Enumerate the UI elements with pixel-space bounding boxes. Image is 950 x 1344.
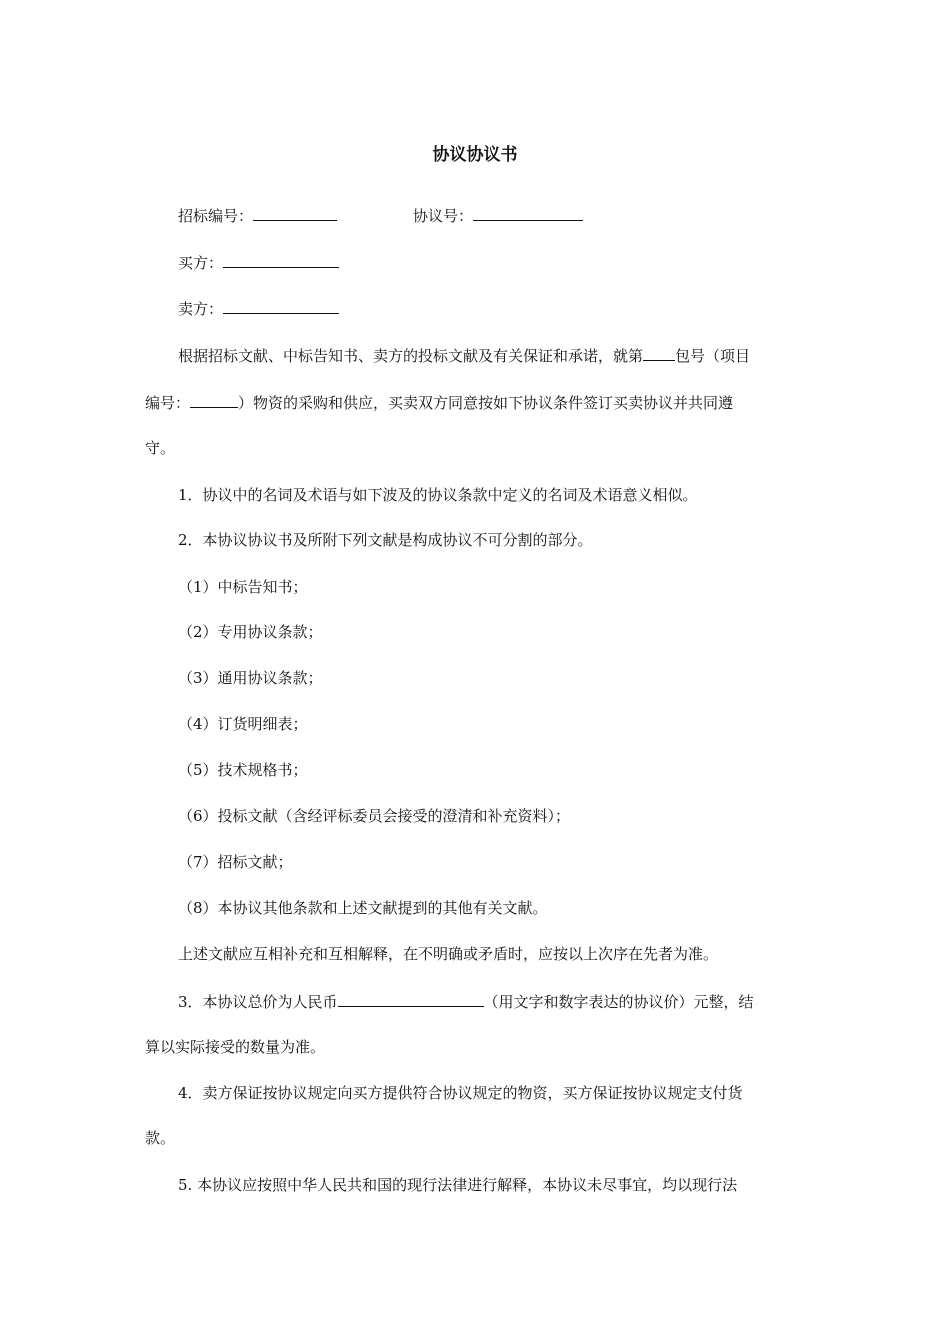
contract-number-blank (473, 205, 583, 221)
tender-number-blank (253, 205, 337, 221)
buyer-label: 买方： (178, 254, 224, 272)
preamble-text-1a: 根据招标文献、中标告知书、卖方的投标文献及有关保证和承诺，就第 (178, 347, 644, 365)
clause-3-text-a: 3．本协议总价为人民币 (178, 993, 338, 1011)
clause-2: 2．本协议协议书及所附下列文献是构成协议不可分割的部分。 (178, 531, 593, 549)
clause-3-text-b: （用文字和数字表达的协议价）元整，结 (483, 993, 754, 1011)
preamble-line-3: 守。 (145, 439, 176, 457)
clause-3-line-2: 算以实际接受的数量为准。 (145, 1038, 326, 1056)
document-item: （4）订货明细表； (178, 715, 308, 733)
preamble-line-2 (145, 392, 733, 413)
document-item: （1）中标告知书； (178, 578, 308, 596)
total-price-blank (338, 991, 484, 1007)
preamble-text-2b: ）物资的采购和供应，买卖双方同意按如下协议条件签订买卖协议并共同遵 (238, 394, 734, 412)
tender-number-field (178, 205, 337, 226)
clause-5-line-1: 5. 本协议应按照中华人民共和国的现行法律进行解释，本协议未尽事宜，均以现行法 (178, 1176, 738, 1194)
buyer-field (178, 252, 339, 273)
document-item: （7）招标文献； (178, 853, 293, 871)
document-item: （2）专用协议条款； (178, 623, 323, 641)
buyer-blank (223, 252, 339, 268)
preamble-text-1b: 包号（项目 (675, 347, 751, 365)
document-title: 协议协议书 (432, 145, 518, 165)
document-item: （5）技术规格书； (178, 761, 308, 779)
preamble-line-1 (178, 345, 806, 366)
contract-number-label: 协议号： (413, 207, 474, 225)
clause-1: 1．协议中的名词及术语与如下波及的协议条款中定义的名词及术语意义相似。 (178, 486, 698, 504)
preamble-text-2a: 编号： (145, 394, 191, 412)
seller-field (178, 298, 339, 319)
seller-blank (223, 298, 339, 314)
seller-label: 卖方： (178, 300, 224, 318)
document-item: （3）通用协议条款； (178, 669, 323, 687)
package-number-blank (643, 345, 675, 361)
document-item: （8）本协议其他条款和上述文献提到的其他有关文献。 (178, 899, 548, 917)
clause-3-line-1 (178, 991, 806, 1012)
project-number-blank (190, 392, 238, 408)
precedence-note: 上述文献应互相补充和互相解释，在不明确或矛盾时，应按以上次序在先者为准。 (178, 945, 719, 963)
clause-4-line-1: 4．卖方保证按协议规定向买方提供符合协议规定的物资，买方保证按协议规定支付货 (178, 1084, 743, 1102)
tender-number-label: 招标编号： (178, 207, 254, 225)
clause-4-line-2: 款。 (145, 1129, 176, 1147)
document-item: （6）投标文献（含经评标委员会接受的澄清和补充资料）； (178, 807, 571, 825)
contract-number-field (413, 205, 583, 226)
